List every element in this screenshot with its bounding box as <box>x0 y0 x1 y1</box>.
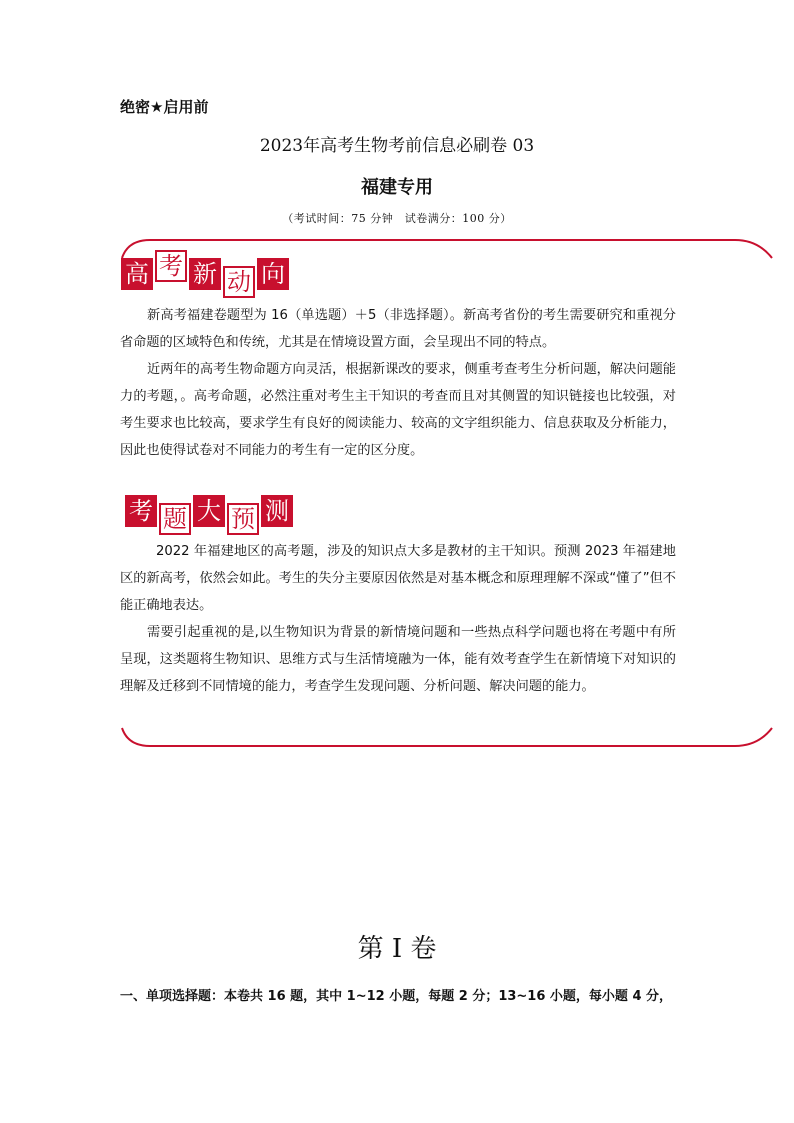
confidential-label: 绝密★启用前 <box>120 98 209 116</box>
banner-char: 测 <box>261 495 293 527</box>
banner-char: 预 <box>227 503 259 535</box>
volume-title: 第 I 卷 <box>357 934 437 964</box>
banner-char: 高 <box>121 258 153 290</box>
banner-char: 新 <box>189 258 221 290</box>
trends-paragraph-2: 近两年的高考生物命题方向灵活，根据新课改的要求，侧重考查考生分析问题，解决问题能力的考题，。高考命题，必然注重对考生主干知识的考查而且对其侧置的知识链接也比较强，对考生要求也比较高，要求学生有良好的阅读能力、较高的文字组织能力、信息获取及分析能力，因此也使得试卷对不同能力的考生有一定的区分度。 <box>120 362 676 458</box>
question-section-intro: 一、单项选择题：本卷共 16 题，其中 1~12 小题，每题 2 分；13~16 小题，每小题 4 分， <box>120 989 673 1004</box>
exam-time-score: （考试时间：75 分钟 试卷满分：100 分） <box>282 212 512 225</box>
exam-subtitle: 福建专用 <box>361 177 433 198</box>
banner-char: 题 <box>159 503 191 535</box>
trends-paragraph-1: 新高考福建卷题型为 16（单选题）＋5（非选择题）。新高考省份的考生需要研究和重视分省命题的区域特色和传统，尤其是在情境设置方面，会呈现出不同的特点。 <box>120 308 676 350</box>
banner-char: 动 <box>223 266 255 298</box>
forecast-paragraph-2: 需要引起重视的是,以生物知识为背景的新情境问题和一些热点科学问题也将在考题中有所呈现，这类题将生物知识、思维方式与生活情境融为一体，能有效考查学生在新情境下对知识的理解及迁移到不同情境的能力，考查学生发现问题、分析问题、解决问题的能力。 <box>120 625 676 694</box>
section-banner-trends <box>121 252 289 298</box>
section-banner-forecast <box>125 495 293 535</box>
exam-title: 2023年高考生物考前信息必刷卷 03 <box>259 136 535 156</box>
banner-char: 考 <box>125 495 157 527</box>
banner-char: 大 <box>193 495 225 527</box>
banner-char: 考 <box>155 250 187 282</box>
banner-char: 向 <box>257 258 289 290</box>
forecast-paragraph-1: 2022 年福建地区的高考题，涉及的知识点大多是教材的主干知识。预测 2023 年福建地区的新高考，依然会如此。考生的失分主要原因依然是对基本概念和原理理解不深或“懂了”但不能正确地表达。 <box>120 544 676 613</box>
